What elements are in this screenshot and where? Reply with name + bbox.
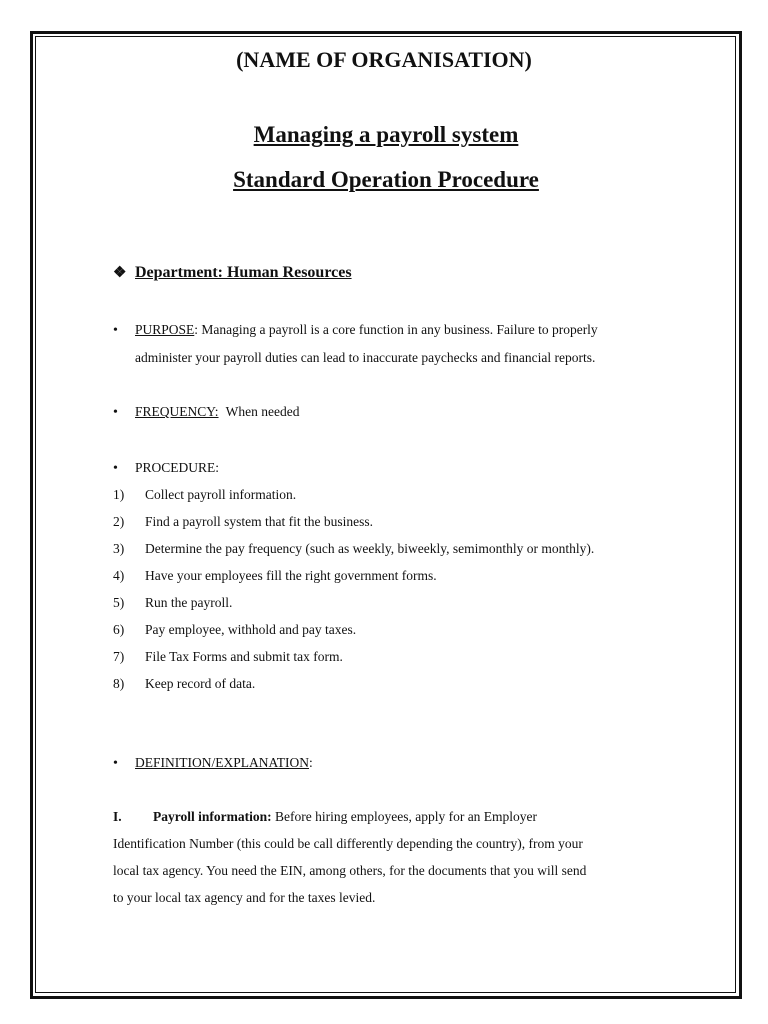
department-label: Department: Human Resources: [135, 264, 352, 281]
bullet-icon: •: [113, 323, 118, 338]
section-text-1: Before hiring employees, apply for an Employer: [271, 809, 538, 824]
frequency-line: [113, 404, 300, 421]
step-text: Pay employee, withhold and pay taxes.: [145, 622, 357, 637]
document-subtitle: Standard Operation Procedure: [233, 167, 539, 192]
definition-label: DEFINITION/EXPLANATION: [135, 755, 309, 770]
step-text: Keep record of data.: [145, 676, 256, 691]
step-number: 3): [113, 541, 125, 556]
procedure-label: PROCEDURE:: [135, 460, 220, 475]
bullet-icon: •: [113, 461, 118, 476]
step-text: Find a payroll system that fit the business.: [145, 514, 373, 529]
step-text: Have your employees fill the right government forms.: [145, 568, 437, 583]
step-text: Determine the pay frequency (such as weekly, biweekly, semimonthly or monthly).: [145, 541, 595, 556]
procedure-step: [113, 649, 343, 665]
section-1-line-1: [113, 809, 537, 825]
frequency-text: When needed: [222, 404, 300, 419]
procedure-step: [113, 622, 356, 638]
diamond-bullet-icon: ❖: [113, 265, 127, 281]
definition-colon: :: [308, 755, 313, 770]
step-number: 2): [113, 514, 125, 529]
frequency-label: FREQUENCY:: [135, 404, 219, 419]
section-numeral: I.: [113, 809, 122, 824]
step-text: Run the payroll.: [145, 595, 233, 610]
section-1-line-4: to your local tax agency and for the taxes levied.: [113, 890, 376, 905]
step-text: File Tax Forms and submit tax form.: [145, 649, 343, 664]
definition-heading: [113, 755, 313, 772]
purpose-text-1: : Managing a payroll is a core function in any business. Failure to properly: [194, 322, 598, 337]
step-text: Collect payroll information.: [145, 487, 297, 502]
procedure-step: [113, 595, 232, 611]
step-number: 6): [113, 622, 125, 637]
purpose-line-1: [113, 322, 598, 339]
step-number: 4): [113, 568, 125, 583]
section-1-line-3: local tax agency. You need the EIN, among others, for the documents that you will send: [113, 863, 587, 878]
step-number: 5): [113, 595, 125, 610]
section-heading: Payroll information:: [153, 809, 272, 824]
procedure-step: [113, 514, 373, 530]
purpose-line-2: administer your payroll duties can lead to inaccurate paychecks and financial reports.: [135, 350, 596, 365]
bullet-icon: •: [113, 405, 118, 420]
procedure-heading: [113, 460, 219, 477]
procedure-step: [113, 676, 255, 692]
department-heading: [113, 263, 352, 282]
step-number: 1): [113, 487, 125, 502]
procedure-step: [113, 487, 296, 503]
purpose-label: PURPOSE: [135, 322, 195, 337]
procedure-step: [113, 541, 594, 557]
organisation-name: (NAME OF ORGANISATION): [236, 47, 532, 72]
procedure-step: [113, 568, 437, 584]
step-number: 7): [113, 649, 125, 664]
bullet-icon: •: [113, 756, 118, 771]
document-title: Managing a payroll system: [253, 122, 519, 147]
section-1-line-2: Identification Number (this could be call differently depending the country), from your: [113, 836, 583, 851]
step-number: 8): [113, 676, 125, 691]
